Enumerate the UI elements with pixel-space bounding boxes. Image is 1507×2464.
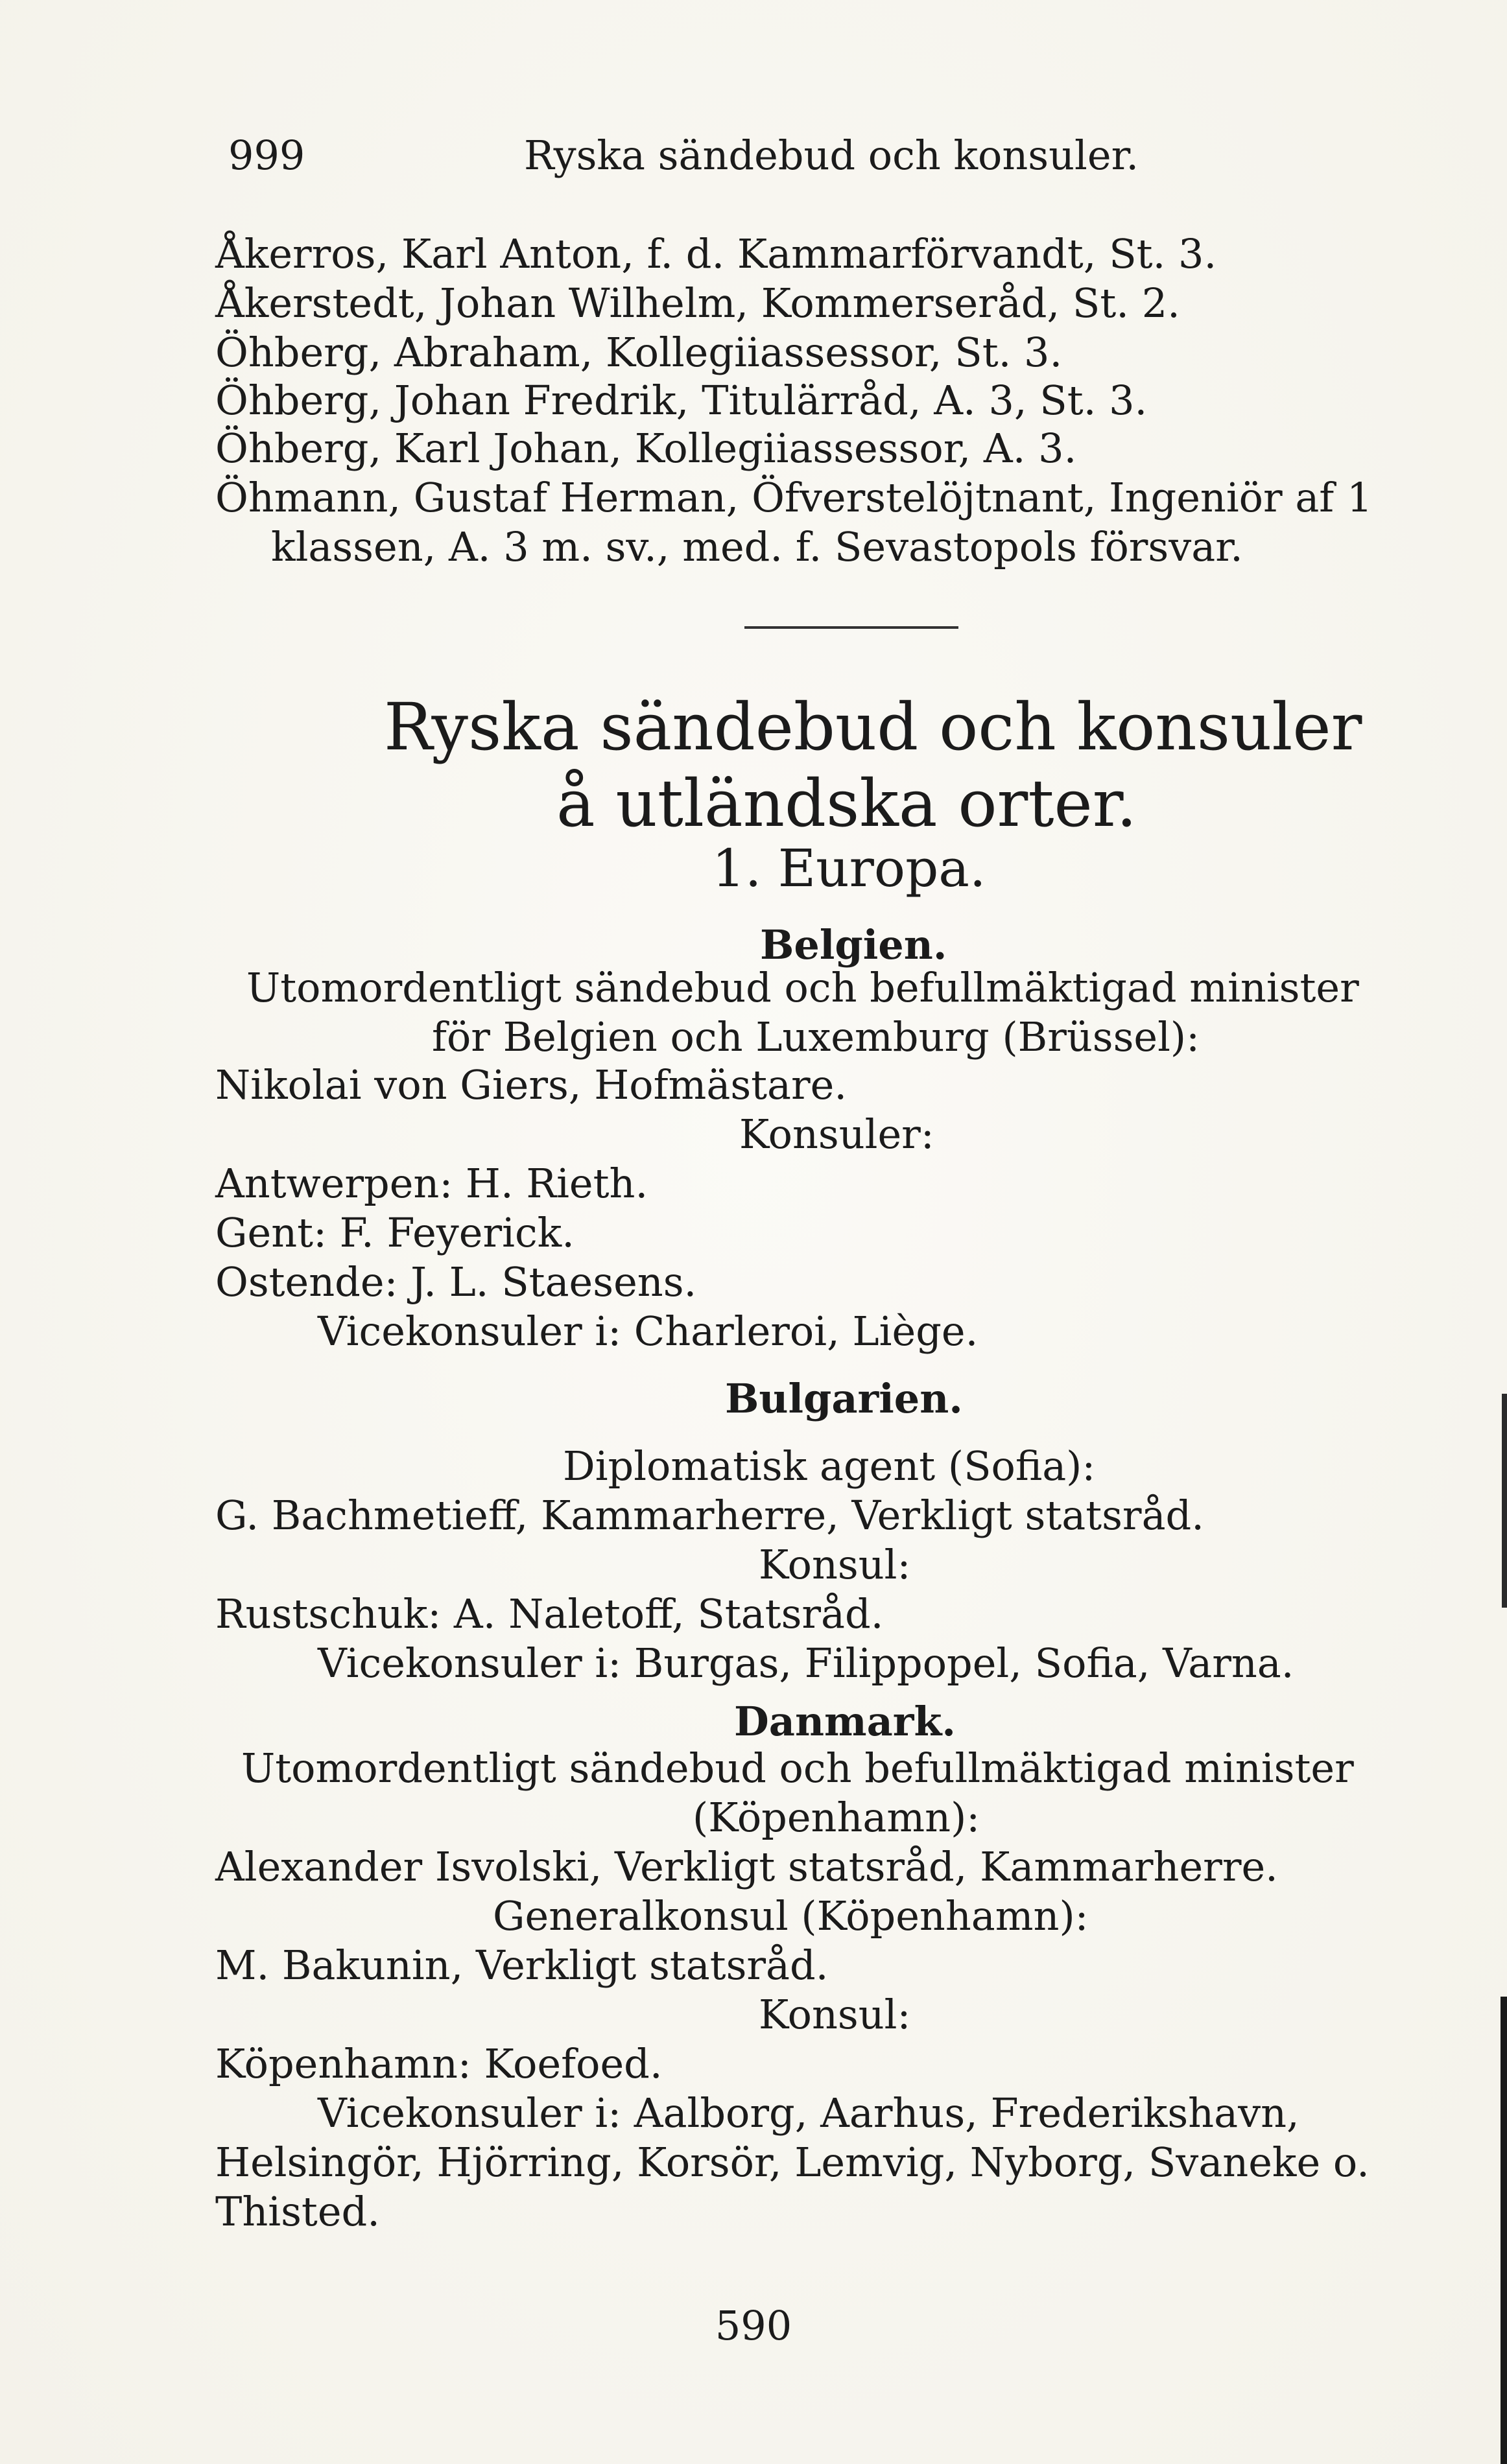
heading-danmark: Danmark. bbox=[734, 1698, 956, 1745]
entry-akerros: Åkerros, Karl Anton, f. d. Kammarförvandt, St. 3. bbox=[215, 230, 1217, 277]
denmark-minister-line1: Utomordentligt sändebud och befullmäktigad minister bbox=[241, 1744, 1354, 1792]
entry-ohberg-karl: Öhberg, Karl Johan, Kollegiiassessor, A. 3. bbox=[215, 425, 1077, 472]
belgium-antwerpen: Antwerpen: H. Rieth. bbox=[215, 1160, 648, 1207]
belgium-minister-line1: Utomordentligt sändebud och befullmäktigad minister bbox=[246, 964, 1359, 1011]
bulgaria-agent-heading: Diplomatisk agent (Sofia): bbox=[563, 1442, 1096, 1490]
belgium-minister-line2: för Belgien och Luxemburg (Brüssel): bbox=[432, 1013, 1200, 1061]
denmark-kopenhamn: Köpenhamn: Koefoed. bbox=[215, 2040, 663, 2087]
section-title-line1: Ryska sändebud och konsuler bbox=[384, 689, 1362, 765]
denmark-vicekonsuler-line2: Helsingör, Hjörring, Korsör, Lemvig, Nyborg, Svaneke o. bbox=[215, 2139, 1370, 2186]
belgium-vicekonsuler: Vicekonsuler i: Charleroi, Liège. bbox=[318, 1308, 979, 1355]
belgium-minister-name: Nikolai von Giers, Hofmästare. bbox=[215, 1061, 848, 1109]
entry-ohberg-abraham: Öhberg, Abraham, Kollegiiassessor, St. 3. bbox=[215, 329, 1063, 376]
bulgaria-agent-name: G. Bachmetieff, Kammarherre, Verkligt statsråd. bbox=[215, 1492, 1204, 1539]
section-title-line2: å utländska orter. bbox=[556, 766, 1137, 841]
denmark-minister-name: Alexander Isvolski, Verkligt statsråd, Kammarherre. bbox=[215, 1843, 1278, 1890]
belgium-konsuler-heading: Konsuler: bbox=[739, 1110, 934, 1158]
bulgaria-rustschuk: Rustschuk: A. Naletoff, Statsråd. bbox=[215, 1590, 884, 1637]
denmark-vicekonsuler-line3: Thisted. bbox=[215, 2188, 380, 2235]
belgium-ostende: Ostende: J. L. Staesens. bbox=[215, 1258, 697, 1306]
denmark-generalkonsul-heading: Generalkonsul (Köpenhamn): bbox=[493, 1892, 1089, 1940]
entry-ohmann-cont: klassen, A. 3 m. sv., med. f. Sevastopols försvar. bbox=[271, 523, 1243, 570]
bulgaria-konsul-heading: Konsul: bbox=[759, 1541, 911, 1588]
denmark-generalkonsul-name: M. Bakunin, Verkligt statsråd. bbox=[215, 1942, 829, 1989]
page-edge-shadow bbox=[1502, 1394, 1507, 1608]
denmark-konsul-heading: Konsul: bbox=[759, 1991, 911, 2038]
heading-bulgarien: Bulgarien. bbox=[725, 1375, 963, 1422]
entry-ohmann: Öhmann, Gustaf Herman, Öfverstelöjtnant, Ingeniör af 1 bbox=[215, 474, 1373, 521]
page-edge-shadow bbox=[1501, 1997, 1507, 2464]
bulgaria-vicekonsuler: Vicekonsuler i: Burgas, Filippopel, Sofia, Varna. bbox=[318, 1639, 1294, 1687]
belgium-gent: Gent: F. Feyerick. bbox=[215, 1209, 575, 1256]
section-divider bbox=[744, 626, 958, 629]
heading-belgien: Belgien. bbox=[760, 921, 947, 968]
entry-akerstedt: Åkerstedt, Johan Wilhelm, Kommerseråd, St. 2. bbox=[215, 279, 1180, 327]
header-page-number: 999 bbox=[228, 132, 305, 179]
entry-ohberg-johan: Öhberg, Johan Fredrik, Titulärråd, A. 3, St. 3. bbox=[215, 377, 1148, 424]
denmark-vicekonsuler-line1: Vicekonsuler i: Aalborg, Aarhus, Frederikshavn, bbox=[318, 2089, 1299, 2137]
running-title: Ryska sändebud och konsuler. bbox=[524, 132, 1139, 179]
section-subtitle: 1. Europa. bbox=[712, 838, 986, 898]
footer-page-number: 590 bbox=[715, 2302, 792, 2349]
denmark-minister-line2: (Köpenhamn): bbox=[693, 1794, 980, 1841]
